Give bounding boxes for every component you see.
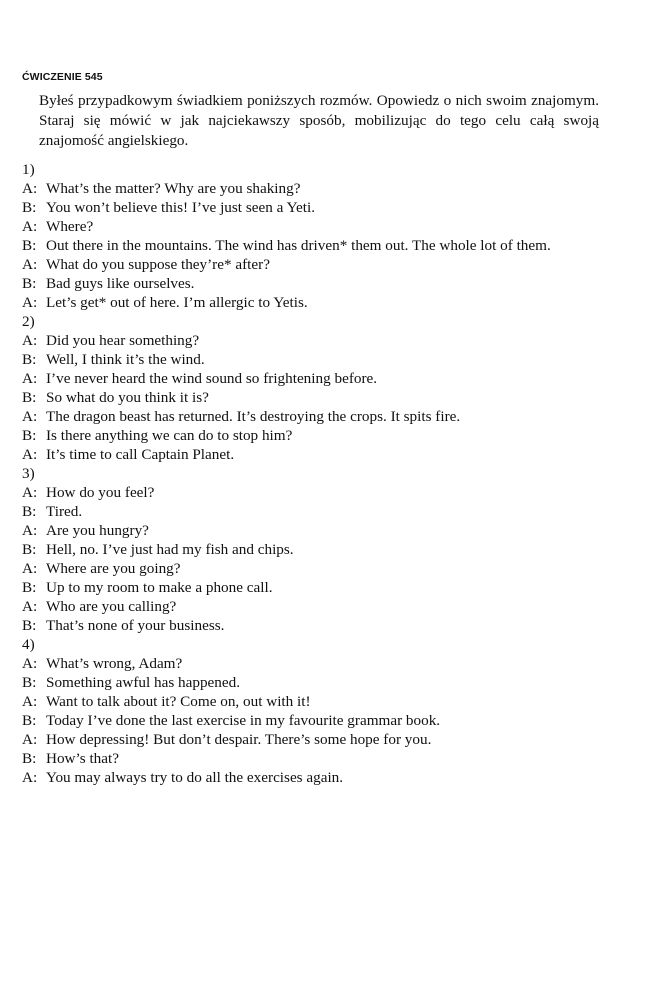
dialogue-number: 2) xyxy=(22,313,35,330)
speaker-label: B: xyxy=(22,427,37,444)
speaker-label: B: xyxy=(22,750,37,767)
speaker-label: B: xyxy=(22,712,37,729)
speaker-label: B: xyxy=(22,237,37,254)
line-text: Today I’ve done the last exercise in my favourite grammar book. xyxy=(46,712,441,729)
speaker-label: A: xyxy=(22,446,38,463)
line-text: Out there in the mountains. The wind has driven* them out. The whole lot of them. xyxy=(46,237,551,254)
speaker-label: A: xyxy=(22,522,38,539)
dialogue-line xyxy=(22,407,622,426)
dialogue-line xyxy=(22,521,622,540)
line-text: The dragon beast has returned. It’s destroying the crops. It spits fire. xyxy=(46,408,461,425)
dialogue-line xyxy=(22,426,622,445)
dialogue-line xyxy=(22,673,622,692)
exercise-instruction: Byłeś przypadkowym świadkiem poniższych rozmów. Opowiedz o nich swoim znajomym. Staraj się mówić w jak najciekawszy sposób, mobilizując do tego celu całą swoją znajomość angielskiego. xyxy=(39,92,599,149)
speaker-label: A: xyxy=(22,693,38,710)
dialogue-line xyxy=(22,768,622,787)
speaker-label: A: xyxy=(22,332,38,349)
dialogue-line xyxy=(22,730,622,749)
dialogues-container xyxy=(22,160,622,787)
line-text: It’s time to call Captain Planet. xyxy=(46,446,235,463)
dialogue-line xyxy=(22,749,622,768)
speaker-label: B: xyxy=(22,351,37,368)
dialogue-line xyxy=(22,236,622,255)
dialogue-line xyxy=(22,445,622,464)
dialogue-line xyxy=(22,540,622,559)
dialogue-line xyxy=(22,369,622,388)
line-text: Want to talk about it? Come on, out with it! xyxy=(46,693,311,710)
speaker-label: A: xyxy=(22,484,38,501)
dialogue-line xyxy=(22,559,622,578)
speaker-label: A: xyxy=(22,256,38,273)
dialogue-line xyxy=(22,711,622,730)
line-text: You won’t believe this! I’ve just seen a Yeti. xyxy=(46,199,315,216)
dialogue-line xyxy=(22,255,622,274)
line-text: Where? xyxy=(46,218,94,235)
speaker-label: A: xyxy=(22,370,38,387)
dialogue-line xyxy=(22,578,622,597)
line-text: Hell, no. I’ve just had my fish and chips. xyxy=(46,541,294,558)
dialogue-number: 3) xyxy=(22,465,35,482)
speaker-label: A: xyxy=(22,294,38,311)
line-text: Well, I think it’s the wind. xyxy=(46,351,205,368)
line-text: How’s that? xyxy=(46,750,119,767)
speaker-label: A: xyxy=(22,408,38,425)
line-text: Up to my room to make a phone call. xyxy=(46,579,273,596)
speaker-label: B: xyxy=(22,503,37,520)
line-text: What do you suppose they’re* after? xyxy=(46,256,270,273)
line-text: Are you hungry? xyxy=(46,522,149,539)
line-text: Tired. xyxy=(46,503,83,520)
line-text: You may always try to do all the exercises again. xyxy=(46,769,344,786)
line-text: Let’s get* out of here. I’m allergic to Yetis. xyxy=(46,294,308,311)
line-text: So what do you think it is? xyxy=(46,389,209,406)
speaker-label: B: xyxy=(22,579,37,596)
speaker-label: A: xyxy=(22,655,38,672)
line-text: How depressing! But don’t despair. There’s some hope for you. xyxy=(46,731,432,748)
speaker-label: A: xyxy=(22,769,38,786)
speaker-label: A: xyxy=(22,731,38,748)
line-text: I’ve never heard the wind sound so frightening before. xyxy=(46,370,378,387)
dialogue-line xyxy=(22,198,622,217)
line-text: Is there anything we can do to stop him? xyxy=(46,427,293,444)
speaker-label: A: xyxy=(22,218,38,235)
speaker-label: B: xyxy=(22,199,37,216)
line-text: What’s the matter? Why are you shaking? xyxy=(46,180,301,197)
speaker-label: A: xyxy=(22,180,38,197)
line-text: What’s wrong, Adam? xyxy=(46,655,183,672)
speaker-label: B: xyxy=(22,674,37,691)
speaker-label: B: xyxy=(22,541,37,558)
dialogue-line xyxy=(22,350,622,369)
dialogue-line xyxy=(22,331,622,350)
line-text: Bad guys like ourselves. xyxy=(46,275,195,292)
dialogue-line xyxy=(22,616,622,635)
line-text: Where are you going? xyxy=(46,560,181,577)
dialogue-line xyxy=(22,179,622,198)
exercise-heading: ĆWICZENIE 545 xyxy=(22,71,103,83)
dialogue-line xyxy=(22,483,622,502)
line-text: Something awful has happened. xyxy=(46,674,241,691)
dialogue-line xyxy=(22,502,622,521)
line-text: How do you feel? xyxy=(46,484,155,501)
line-text: Who are you calling? xyxy=(46,598,177,615)
speaker-label: B: xyxy=(22,275,37,292)
speaker-label: B: xyxy=(22,389,37,406)
speaker-label: A: xyxy=(22,598,38,615)
line-text: Did you hear something? xyxy=(46,332,200,349)
dialogue-line xyxy=(22,217,622,236)
dialogue-number: 4) xyxy=(22,636,35,653)
line-text: That’s none of your business. xyxy=(46,617,225,634)
dialogue-line xyxy=(22,274,622,293)
dialogue-line xyxy=(22,692,622,711)
dialogue-line xyxy=(22,597,622,616)
dialogue-line xyxy=(22,293,622,312)
dialogue-line xyxy=(22,654,622,673)
speaker-label: A: xyxy=(22,560,38,577)
speaker-label: B: xyxy=(22,617,37,634)
dialogue-line xyxy=(22,388,622,407)
dialogue-number: 1) xyxy=(22,161,35,178)
